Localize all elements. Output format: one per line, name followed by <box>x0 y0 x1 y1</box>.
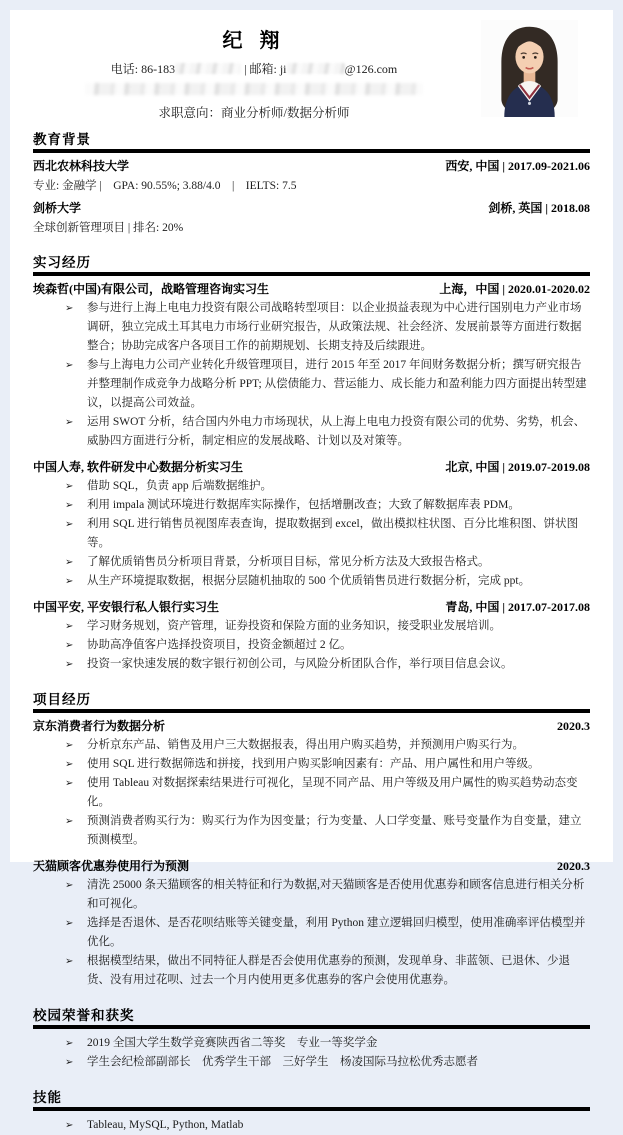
project-row <box>33 718 590 735</box>
arrow-bullet-icon: ➢ <box>65 360 74 371</box>
bullet-text: 利用 impala 测试环境进行数据库实际操作，包括增删改查；大致了解数据库表 PDM。 <box>87 499 520 511</box>
arrow-bullet-icon: ➢ <box>65 500 74 511</box>
arrow-bullet-icon: ➢ <box>65 1038 74 1049</box>
bullet-item <box>33 496 590 515</box>
project-bullet-list <box>33 876 590 990</box>
bullet-item <box>33 1053 590 1072</box>
candidate-name: 纪 翔 <box>222 30 286 52</box>
bullet-text: 利用 SQL 进行销售员视图库表查询，提取数据到 excel，做出模拟柱状图、百分比堆积图、饼状图等。 <box>87 518 579 549</box>
bullet-text: 学生会纪检部副部长 优秀学生干部 三好学生 杨凌国际马拉松优秀志愿者 <box>87 1056 478 1068</box>
phone-label: 电话: 86-183 <box>110 62 176 76</box>
bullet-text: 借助 SQL，负责 app 后端数据维护。 <box>87 480 272 492</box>
section-title-education: 教育背景 <box>33 132 91 147</box>
resume-page <box>10 10 613 1131</box>
arrow-bullet-icon: ➢ <box>65 659 74 670</box>
section-divider <box>33 1025 590 1029</box>
bullet-item <box>33 636 590 655</box>
job-title: 中国平安, 平安银行私人银行实习生 <box>33 600 220 614</box>
bullet-item <box>33 413 590 451</box>
project-date: 2020.3 <box>557 719 590 733</box>
section-title-skills: 技能 <box>33 1090 62 1105</box>
section-divider <box>33 709 590 713</box>
job-bullet-list <box>33 299 590 451</box>
header-identity <box>33 18 475 121</box>
arrow-bullet-icon: ➢ <box>65 640 74 651</box>
arrow-bullet-icon: ➢ <box>65 481 74 492</box>
job-location-date: 青岛, 中国 | 2017.07-2017.08 <box>445 600 590 614</box>
bullet-item <box>33 617 590 636</box>
bullet-text: 学习财务规划，资产管理，证券投资和保险方面的业务知识，接受职业发展培训。 <box>87 620 501 632</box>
job-bullet-list <box>33 477 590 591</box>
profile-photo <box>481 20 578 117</box>
job-title: 中国人寿, 软件研发中心数据分析实习生 <box>33 460 244 474</box>
job-title: 埃森哲(中国)有限公司，战略管理咨询实习生 <box>33 282 269 296</box>
section-title-projects: 项目经历 <box>33 692 91 707</box>
arrow-bullet-icon: ➢ <box>65 956 74 967</box>
bullet-text: Tableau, MySQL, Python, Matlab <box>87 1119 244 1131</box>
arrow-bullet-icon: ➢ <box>65 1057 74 1068</box>
bullet-text: 参与进行上海上电电力投资有限公司战略转型项目：以企业损益表现为中心进行国别电力产业市场调研，独立完成土耳其电力市场行业研究报告，从政策法规、社会经济、发展前景等方面进行数据整合；协助完成客户各项目工作的前期规划、长期支持及后续跟进。 <box>87 302 582 352</box>
bullet-item <box>33 876 590 914</box>
bullet-item <box>33 515 590 553</box>
school-location-date: 西安, 中国 | 2017.09-2021.06 <box>445 159 590 173</box>
bullet-text: 预测消费者购买行为：购买行为作为因变量；行为变量、人口学变量、账号变量作为自变量，建立预测模型。 <box>87 815 582 846</box>
bullet-text: 使用 SQL 进行数据筛选和拼接，找到用户购买影响因素有：产品、用户属性和用户等级。 <box>87 758 540 770</box>
bullet-text: 投资一家快速发展的数字银行初创公司，与风险分析团队合作，举行项目信息会议。 <box>87 658 513 670</box>
job-bullet-list <box>33 617 590 674</box>
section-divider <box>33 1107 590 1111</box>
arrow-bullet-icon: ➢ <box>65 816 74 827</box>
school-detail: 全球创新管理项目 | 排名: 20% <box>33 222 184 234</box>
address-line <box>33 81 475 98</box>
project-bullet-list <box>33 736 590 850</box>
bullet-item <box>33 736 590 755</box>
section-divider <box>33 149 590 153</box>
arrow-bullet-icon: ➢ <box>65 740 74 751</box>
arrow-bullet-icon: ➢ <box>65 918 74 929</box>
bullet-text: 从生产环境提取数据，根据分层随机抽取的 500 个优质销售员进行数据分析，完成 ppt。 <box>87 575 531 587</box>
contact-separator: | <box>244 62 247 76</box>
email-domain: @126.com <box>344 62 398 76</box>
bullet-item <box>33 1034 590 1053</box>
skills-bullet-list <box>33 1116 590 1135</box>
bullet-text: 分析京东产品、销售及用户三大数据报表，得出用户购买趋势，并预测用户购买行为。 <box>87 739 524 751</box>
arrow-bullet-icon: ➢ <box>65 519 74 530</box>
honors-bullet-list <box>33 1034 590 1072</box>
bullet-item <box>33 655 590 674</box>
bullet-item <box>33 774 590 812</box>
job-row <box>33 459 590 476</box>
arrow-bullet-icon: ➢ <box>65 557 74 568</box>
bullet-text: 根据模型结果，做出不同特征人群是否会使用优惠券的预测，发现单身、非蓝领、已退休、少退货、没有用过花呗、过去一个月内使用更多优惠券的客户会使用优惠券。 <box>87 955 570 986</box>
job-row <box>33 281 590 298</box>
job-objective: 求职意向：商业分析师/数据分析师 <box>158 106 350 120</box>
arrow-bullet-icon: ➢ <box>65 1120 74 1131</box>
email-label: 邮箱: ji <box>249 62 287 76</box>
bullet-item <box>33 1116 590 1135</box>
job-location-date: 北京, 中国 | 2019.07-2019.08 <box>445 460 590 474</box>
bullet-text: 使用 Tableau 对数据探索结果进行可视化，呈现不同产品、用户等级及用户属性的购买趋势动态变化。 <box>87 777 578 808</box>
bullet-text: 协助高净值客户选择投资项目，投资金额超过 2 亿。 <box>87 639 352 651</box>
bullet-text: 了解优质销售员分析项目背景，分析项目目标，常见分析方法及大致报告格式。 <box>87 556 490 568</box>
section-title-internships: 实习经历 <box>33 255 91 270</box>
bullet-item <box>33 812 590 850</box>
bullet-text: 运用 SWOT 分析，结合国内外电力市场现状，从上海上电电力投资有限公司的优势、劣势，机会、威胁四方面进行分析，制定相应的发展战略、计划以及对策等。 <box>87 416 586 447</box>
job-location-date: 上海，中国 | 2020.01-2020.02 <box>439 282 590 296</box>
project-name: 天猫顾客优惠券使用行为预测 <box>33 859 190 873</box>
bullet-item <box>33 572 590 591</box>
school-name: 剑桥大学 <box>33 201 82 215</box>
arrow-bullet-icon: ➢ <box>65 880 74 891</box>
bullet-text: 选择是否退休、是否花呗结账等关键变量，利用 Python 建立逻辑回归模型，使用准确率评估模型并优化。 <box>87 917 586 948</box>
arrow-bullet-icon: ➢ <box>65 759 74 770</box>
bullet-item <box>33 477 590 496</box>
bullet-item <box>33 914 590 952</box>
arrow-bullet-icon: ➢ <box>65 621 74 632</box>
bullet-text: 参与上海电力公司产业转化升级管理项目，进行 2015 年至 2017 年间财务数据分析；撰写研究报告并整理制作成竞争力战略分析 PPT; 从偿债能力、营运能力、成长能力和盈利能力四方面提出转型建议，以提高公司效益。 <box>87 359 587 409</box>
bullet-text: 清洗 25000 条天猫顾客的相关特征和行为数据,对天猫顾客是否使用优惠券和顾客信息进行相关分析和可视化。 <box>87 879 585 910</box>
job-row <box>33 599 590 616</box>
section-divider <box>33 272 590 276</box>
arrow-bullet-icon: ➢ <box>65 303 74 314</box>
redacted-address <box>85 83 423 95</box>
bullet-text: 2019 全国大学生数学竞赛陕西省二等奖 专业一等奖学金 <box>87 1037 378 1049</box>
school-row <box>33 158 590 175</box>
project-row <box>33 858 590 875</box>
arrow-bullet-icon: ➢ <box>65 417 74 428</box>
school-row <box>33 200 590 217</box>
school-detail: 专业: 金融学 | GPA: 90.55%; 3.88/4.0 | IELTS: 7.5 <box>33 180 297 192</box>
redacted-phone <box>175 63 241 74</box>
bullet-item <box>33 553 590 572</box>
bullet-item <box>33 952 590 990</box>
project-date: 2020.3 <box>557 859 590 873</box>
arrow-bullet-icon: ➢ <box>65 778 74 789</box>
project-name: 京东消费者行为数据分析 <box>33 719 166 733</box>
bullet-item <box>33 299 590 356</box>
school-name: 西北农林科技大学 <box>33 159 130 173</box>
resume-header <box>33 18 590 121</box>
section-title-honors: 校园荣誉和获奖 <box>33 1008 135 1023</box>
arrow-bullet-icon: ➢ <box>65 576 74 587</box>
redacted-email <box>287 63 345 74</box>
bullet-item <box>33 755 590 774</box>
contact-line <box>33 61 475 78</box>
bullet-item <box>33 356 590 413</box>
school-location-date: 剑桥, 英国 | 2018.08 <box>488 201 590 215</box>
